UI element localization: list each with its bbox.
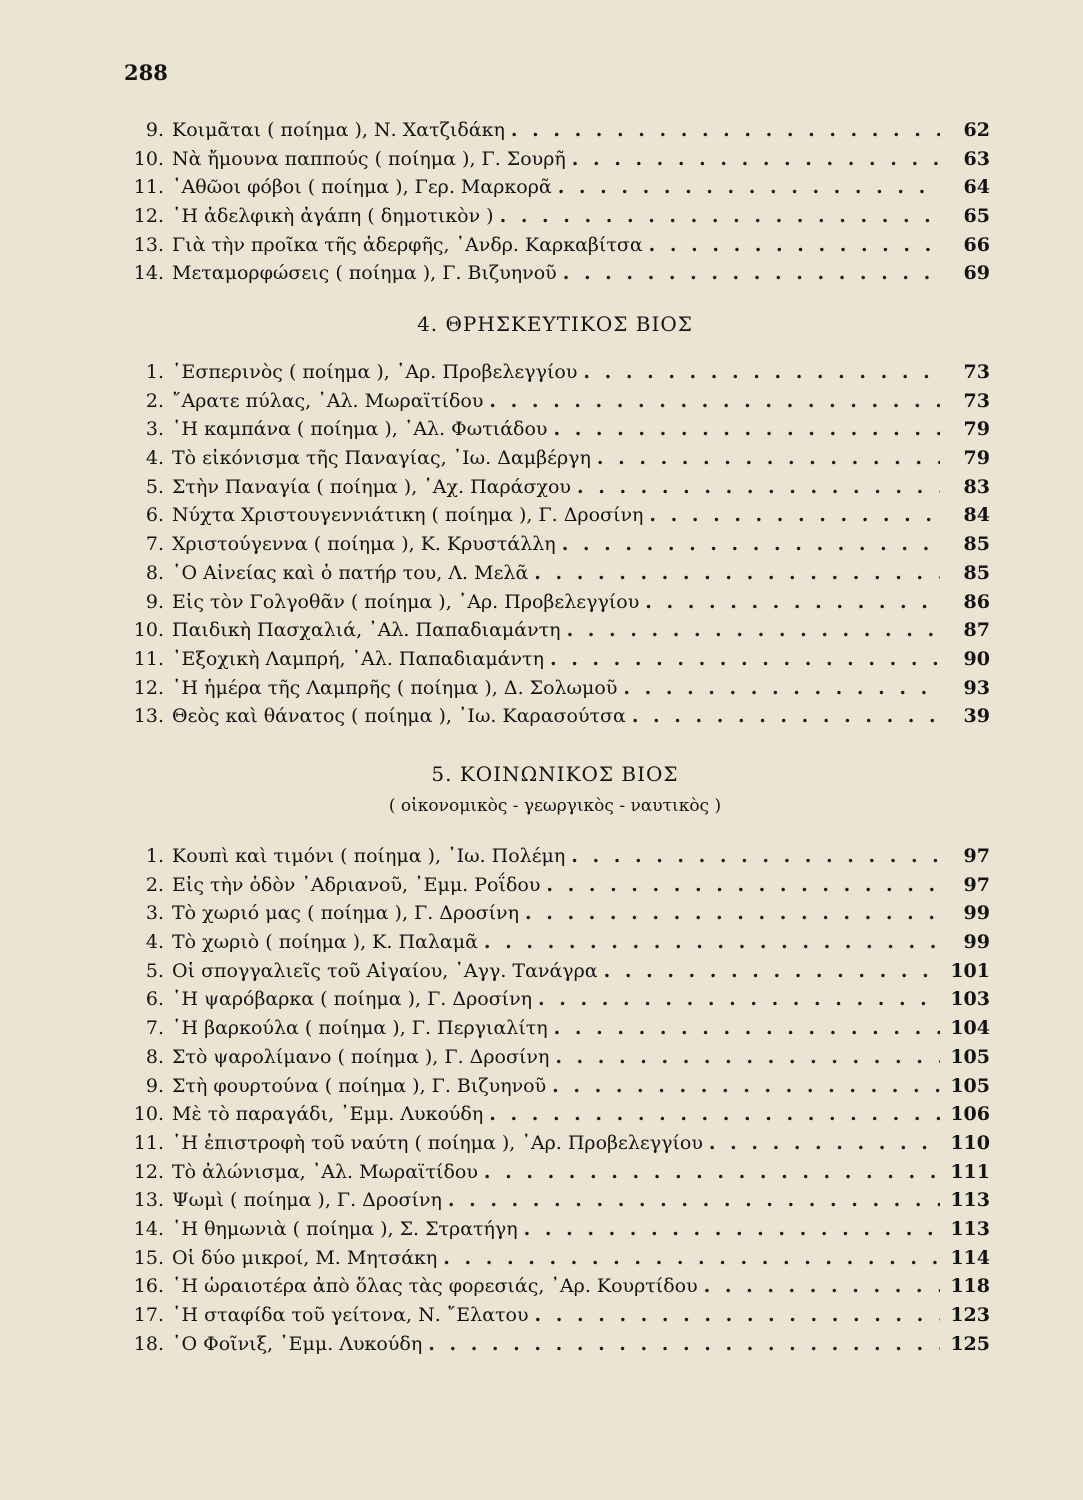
entry-number: 14. — [133, 262, 164, 285]
entry-number: 9. — [145, 1074, 164, 1097]
entry-title: Κουπὶ καὶ τιμόνι ( ποίημα ), ᾿Ιω. Πολέμη — [172, 845, 566, 867]
entry-title: ῾Η ψαρόβαρκα ( ποίημα ), Γ. Δροσίνη — [172, 988, 533, 1011]
dot-leader — [500, 202, 940, 231]
dot-leader — [562, 530, 940, 559]
entry-title: ῾Ο Φοῖνιξ, ᾿Εμμ. Λυκούδη — [172, 1332, 423, 1355]
toc-entry — [120, 985, 990, 1014]
entry-title: Νύχτα Χριστουγεννιάτικη ( ποίημα ), Γ. Δροσίνη — [172, 504, 644, 527]
toc-entry — [120, 616, 990, 645]
entry-title: Τὸ ἀλώνισμα, ᾿Αλ. Μωραϊτίδου — [172, 1160, 478, 1183]
entry-title: ῾Η σταφίδα τοῦ γείτονα, Ν. ῎Ελατου — [172, 1304, 529, 1326]
entry-number: 11. — [133, 176, 164, 199]
toc-entry — [120, 1158, 990, 1187]
entry-number: 10. — [133, 147, 164, 170]
toc-entry — [120, 928, 990, 957]
dot-leader — [525, 899, 940, 928]
page-number: 288 — [124, 60, 168, 85]
toc-entry — [120, 1043, 990, 1072]
entry-number: 13. — [133, 705, 164, 728]
entry-page: 85 — [963, 561, 990, 584]
entry-page: 106 — [950, 1103, 990, 1126]
dot-leader — [524, 1215, 940, 1244]
dot-leader — [572, 145, 940, 174]
toc-entry — [120, 530, 990, 559]
entry-page: 73 — [963, 389, 990, 412]
entry-page: 79 — [963, 447, 990, 470]
toc-section-4 — [120, 358, 990, 731]
toc-section-continued — [120, 116, 990, 288]
entry-page: 65 — [963, 205, 990, 228]
entry-page: 90 — [963, 647, 990, 670]
entry-number: 3. — [145, 902, 164, 925]
entry-page: 105 — [950, 1074, 990, 1097]
entry-title: Εἰς τὴν ὁδὸν ᾿Αδριανοῦ, ᾿Εμμ. Ροΐδου — [172, 873, 541, 896]
toc-entry — [120, 145, 990, 174]
entry-title: Τὸ χωριό μας ( ποίημα ), Γ. Δροσίνη — [172, 902, 519, 925]
dot-leader — [623, 674, 940, 703]
dot-leader — [553, 415, 940, 444]
toc-entry — [120, 1272, 990, 1301]
toc-entry — [120, 415, 990, 444]
entry-title: Στὴ φουρτούνα ( ποίημα ), Γ. Βιζυηνοῦ — [172, 1074, 547, 1097]
dot-leader — [563, 259, 940, 288]
entry-page: 79 — [963, 418, 990, 441]
entry-title: Χριστούγεννα ( ποίημα ), Κ. Κρυστάλλη — [172, 533, 556, 556]
entry-page: 97 — [963, 845, 990, 867]
entry-number: 7. — [145, 1017, 164, 1040]
entry-title: Οἱ σπογγαλιεῖς τοῦ Αἰγαίου, ᾿Αγγ. Τανάγρα — [172, 959, 598, 982]
entry-number: 13. — [133, 1189, 164, 1212]
entry-page: 125 — [950, 1332, 990, 1355]
dot-leader — [645, 588, 940, 617]
dot-leader — [709, 1129, 940, 1158]
toc-entry — [120, 387, 990, 416]
dot-leader — [448, 1186, 940, 1215]
entry-number: 1. — [145, 845, 164, 867]
dot-leader — [554, 1014, 940, 1043]
entry-title: Νὰ ἤμουνα παππούς ( ποίημα ), Γ. Σουρῆ — [172, 147, 566, 170]
entry-title: Τὸ χωριὸ ( ποίημα ), Κ. Παλαμᾶ — [172, 931, 478, 954]
dot-leader — [552, 1072, 940, 1101]
entry-title: ῾Η καμπάνα ( ποίημα ), ᾿Αλ. Φωτιάδου — [172, 418, 548, 441]
toc-entry — [120, 1014, 990, 1043]
dot-leader — [443, 1244, 940, 1273]
entry-title: ῾Η ἀδελφικὴ ἀγάπη ( δημοτικὸν ) — [172, 205, 494, 228]
toc-entry — [120, 559, 990, 588]
entry-title: ῎Αρατε πύλας, ᾿Αλ. Μωραϊτίδου — [172, 389, 484, 412]
entry-title: ῾Η ὡραιοτέρα ἀπὸ ὅλας τὰς φορεσιάς, ᾿Αρ. Κουρτίδου — [172, 1275, 698, 1298]
dot-leader — [558, 173, 940, 202]
toc-entry — [120, 501, 990, 530]
entry-title: Μεταμορφώσεις ( ποίημα ), Γ. Βιζυηνοῦ — [172, 262, 557, 285]
dot-leader — [489, 1100, 940, 1129]
dot-leader — [632, 702, 940, 731]
entry-number: 11. — [133, 647, 164, 670]
entry-page: 101 — [950, 959, 990, 982]
entry-page: 97 — [963, 873, 990, 896]
entry-number: 8. — [145, 1045, 164, 1068]
entry-number: 1. — [145, 361, 164, 383]
section-5-subheading: ( οἰκονομικὸς - γεωργικὸς - ναυτικὸς ) — [388, 796, 722, 816]
entry-page: 66 — [963, 233, 990, 256]
dot-leader — [534, 559, 940, 588]
dot-leader — [649, 231, 940, 260]
dot-leader — [484, 1158, 940, 1187]
entry-title: Παιδικὴ Πασχαλιά, ᾿Αλ. Παπαδιαμάντη — [172, 619, 561, 642]
dot-leader — [511, 116, 940, 145]
toc-entry — [120, 842, 990, 871]
entry-page: 93 — [963, 676, 990, 699]
entry-title: ᾿Εξοχικὴ Λαμπρή, ᾿Αλ. Παπαδιαμάντη — [172, 647, 544, 670]
dot-leader — [538, 985, 940, 1014]
toc-entry — [120, 259, 990, 288]
entry-number: 12. — [133, 1160, 164, 1183]
entry-title: ᾿Αθῶοι φόβοι ( ποίημα ), Γερ. Μαρκορᾶ — [172, 176, 552, 199]
entry-page: 62 — [963, 119, 990, 141]
entry-number: 4. — [145, 931, 164, 954]
toc-entry — [120, 358, 990, 387]
entry-title: Θεὸς καὶ θάνατος ( ποίημα ), ᾿Ιω. Καρασούτσα — [172, 705, 626, 728]
entry-page: 103 — [950, 988, 990, 1011]
entry-page: 87 — [963, 619, 990, 642]
entry-title: ῾Η ἡμέρα τῆς Λαμπρῆς ( ποίημα ), Δ. Σολωμοῦ — [172, 676, 618, 699]
entry-page: 83 — [963, 475, 990, 498]
dot-leader — [577, 473, 940, 502]
toc-entry — [120, 588, 990, 617]
entry-number: 2. — [145, 873, 164, 896]
entry-page: 73 — [963, 361, 990, 383]
entry-title: ῾Εσπερινὸς ( ποίημα ), ᾿Αρ. Προβελεγγίου — [172, 361, 578, 383]
entry-page: 111 — [950, 1160, 990, 1183]
section-4-heading: 4. ΘΡΗΣΚΕΥΤΙΚΟΣ ΒΙΟΣ — [417, 312, 693, 336]
entry-title: ῾Η θημωνιὰ ( ποίημα ), Σ. Στρατήγη — [172, 1217, 518, 1240]
dot-leader — [583, 358, 940, 387]
entry-number: 5. — [145, 475, 164, 498]
entry-page: 110 — [950, 1131, 990, 1154]
entry-number: 7. — [145, 533, 164, 556]
dot-leader — [649, 501, 940, 530]
entry-page: 85 — [963, 533, 990, 556]
toc-entry — [120, 173, 990, 202]
entry-number: 12. — [133, 676, 164, 699]
entry-title: Ψωμὶ ( ποίημα ), Γ. Δροσίνη — [172, 1189, 442, 1212]
entry-page: 113 — [950, 1189, 990, 1212]
dot-leader — [484, 928, 940, 957]
dot-leader — [555, 1043, 940, 1072]
entry-number: 2. — [145, 389, 164, 412]
entry-page: 64 — [963, 176, 990, 199]
toc-entry — [120, 645, 990, 674]
dot-leader — [428, 1330, 940, 1359]
toc-entry — [120, 1215, 990, 1244]
entry-number: 10. — [133, 1103, 164, 1126]
toc-section-5 — [120, 842, 990, 1358]
entry-title: Γιὰ τὴν προῖκα τῆς ἀδερφῆς, ᾿Ανδρ. Καρκαβίτσα — [172, 233, 643, 256]
toc-entry — [120, 1244, 990, 1273]
entry-page: 86 — [963, 590, 990, 613]
toc-entry — [120, 674, 990, 703]
entry-title: ῾Η βαρκούλα ( ποίημα ), Γ. Περγιαλίτη — [172, 1017, 548, 1040]
entry-number: 18. — [133, 1332, 164, 1355]
entry-page: 63 — [963, 147, 990, 170]
entry-title: Μὲ τὸ παραγάδι, ᾿Εμμ. Λυκούδη — [172, 1103, 484, 1126]
entry-page: 114 — [950, 1246, 990, 1269]
entry-number: 12. — [133, 205, 164, 228]
entry-number: 11. — [133, 1131, 164, 1154]
entry-number: 13. — [133, 233, 164, 256]
dot-leader — [597, 444, 940, 473]
toc-entry — [120, 1301, 990, 1330]
toc-entry — [120, 1330, 990, 1359]
entry-number: 5. — [145, 959, 164, 982]
toc-entry — [120, 1100, 990, 1129]
entry-number: 6. — [145, 988, 164, 1011]
entry-title: Εἰς τὸν Γολγοθᾶν ( ποίημα ), ᾿Αρ. Προβελεγγίου — [172, 590, 640, 613]
entry-page: 99 — [963, 931, 990, 954]
entry-number: 9. — [145, 590, 164, 613]
entry-page: 99 — [963, 902, 990, 925]
entry-number: 6. — [145, 504, 164, 527]
entry-number: 4. — [145, 447, 164, 470]
toc-entry — [120, 444, 990, 473]
dot-leader — [546, 871, 940, 900]
entry-number: 10. — [133, 619, 164, 642]
entry-number: 15. — [133, 1246, 164, 1269]
toc-entry — [120, 473, 990, 502]
toc-entry — [120, 899, 990, 928]
entry-title: ῾Η ἐπιστροφὴ τοῦ ναύτη ( ποίημα ), ᾿Αρ. Προβελεγγίου — [172, 1131, 703, 1154]
toc-entry — [120, 871, 990, 900]
toc-entry — [120, 702, 990, 731]
dot-leader — [489, 387, 940, 416]
entry-title: Στὴν Παναγία ( ποίημα ), ᾿Αχ. Παράσχου — [172, 475, 571, 498]
entry-title: Στὸ ψαρολίμανο ( ποίημα ), Γ. Δροσίνη — [172, 1045, 550, 1068]
entry-page: 113 — [950, 1217, 990, 1240]
entry-page: 39 — [963, 705, 990, 728]
entry-number: 9. — [145, 119, 164, 141]
entry-title: Κοιμᾶται ( ποίημα ), Ν. Χατζιδάκη — [172, 119, 505, 141]
toc-entry — [120, 1129, 990, 1158]
entry-page: 84 — [963, 504, 990, 527]
toc-entry — [120, 1072, 990, 1101]
entry-page: 105 — [950, 1045, 990, 1068]
entry-title: Οἱ δύο μικροί, Μ. Μητσάκη — [172, 1246, 438, 1269]
dot-leader — [704, 1272, 940, 1301]
entry-number: 3. — [145, 418, 164, 441]
toc-entry — [120, 231, 990, 260]
dot-leader — [535, 1301, 940, 1330]
dot-leader — [571, 842, 940, 871]
entry-number: 17. — [133, 1304, 164, 1326]
entry-number: 8. — [145, 561, 164, 584]
entry-number: 16. — [133, 1275, 164, 1298]
section-5-heading: 5. ΚΟΙΝΩΝΙΚΟΣ ΒΙΟΣ — [431, 762, 679, 786]
entry-page: 104 — [950, 1017, 990, 1040]
toc-entry — [120, 1186, 990, 1215]
entry-number: 14. — [133, 1217, 164, 1240]
dot-leader — [604, 957, 940, 986]
entry-page: 123 — [950, 1304, 990, 1326]
toc-entry — [120, 116, 990, 145]
entry-page: 118 — [950, 1275, 990, 1298]
toc-entry — [120, 202, 990, 231]
dot-leader — [567, 616, 940, 645]
entry-title: Τὸ εἰκόνισμα τῆς Παναγίας, ᾿Ιω. Δαμβέργη — [172, 447, 591, 470]
entry-title: ῾Ο Αἰνείας καὶ ὁ πατήρ του, Λ. Μελᾶ — [172, 561, 529, 584]
dot-leader — [550, 645, 940, 674]
toc-entry — [120, 957, 990, 986]
entry-page: 69 — [963, 262, 990, 285]
